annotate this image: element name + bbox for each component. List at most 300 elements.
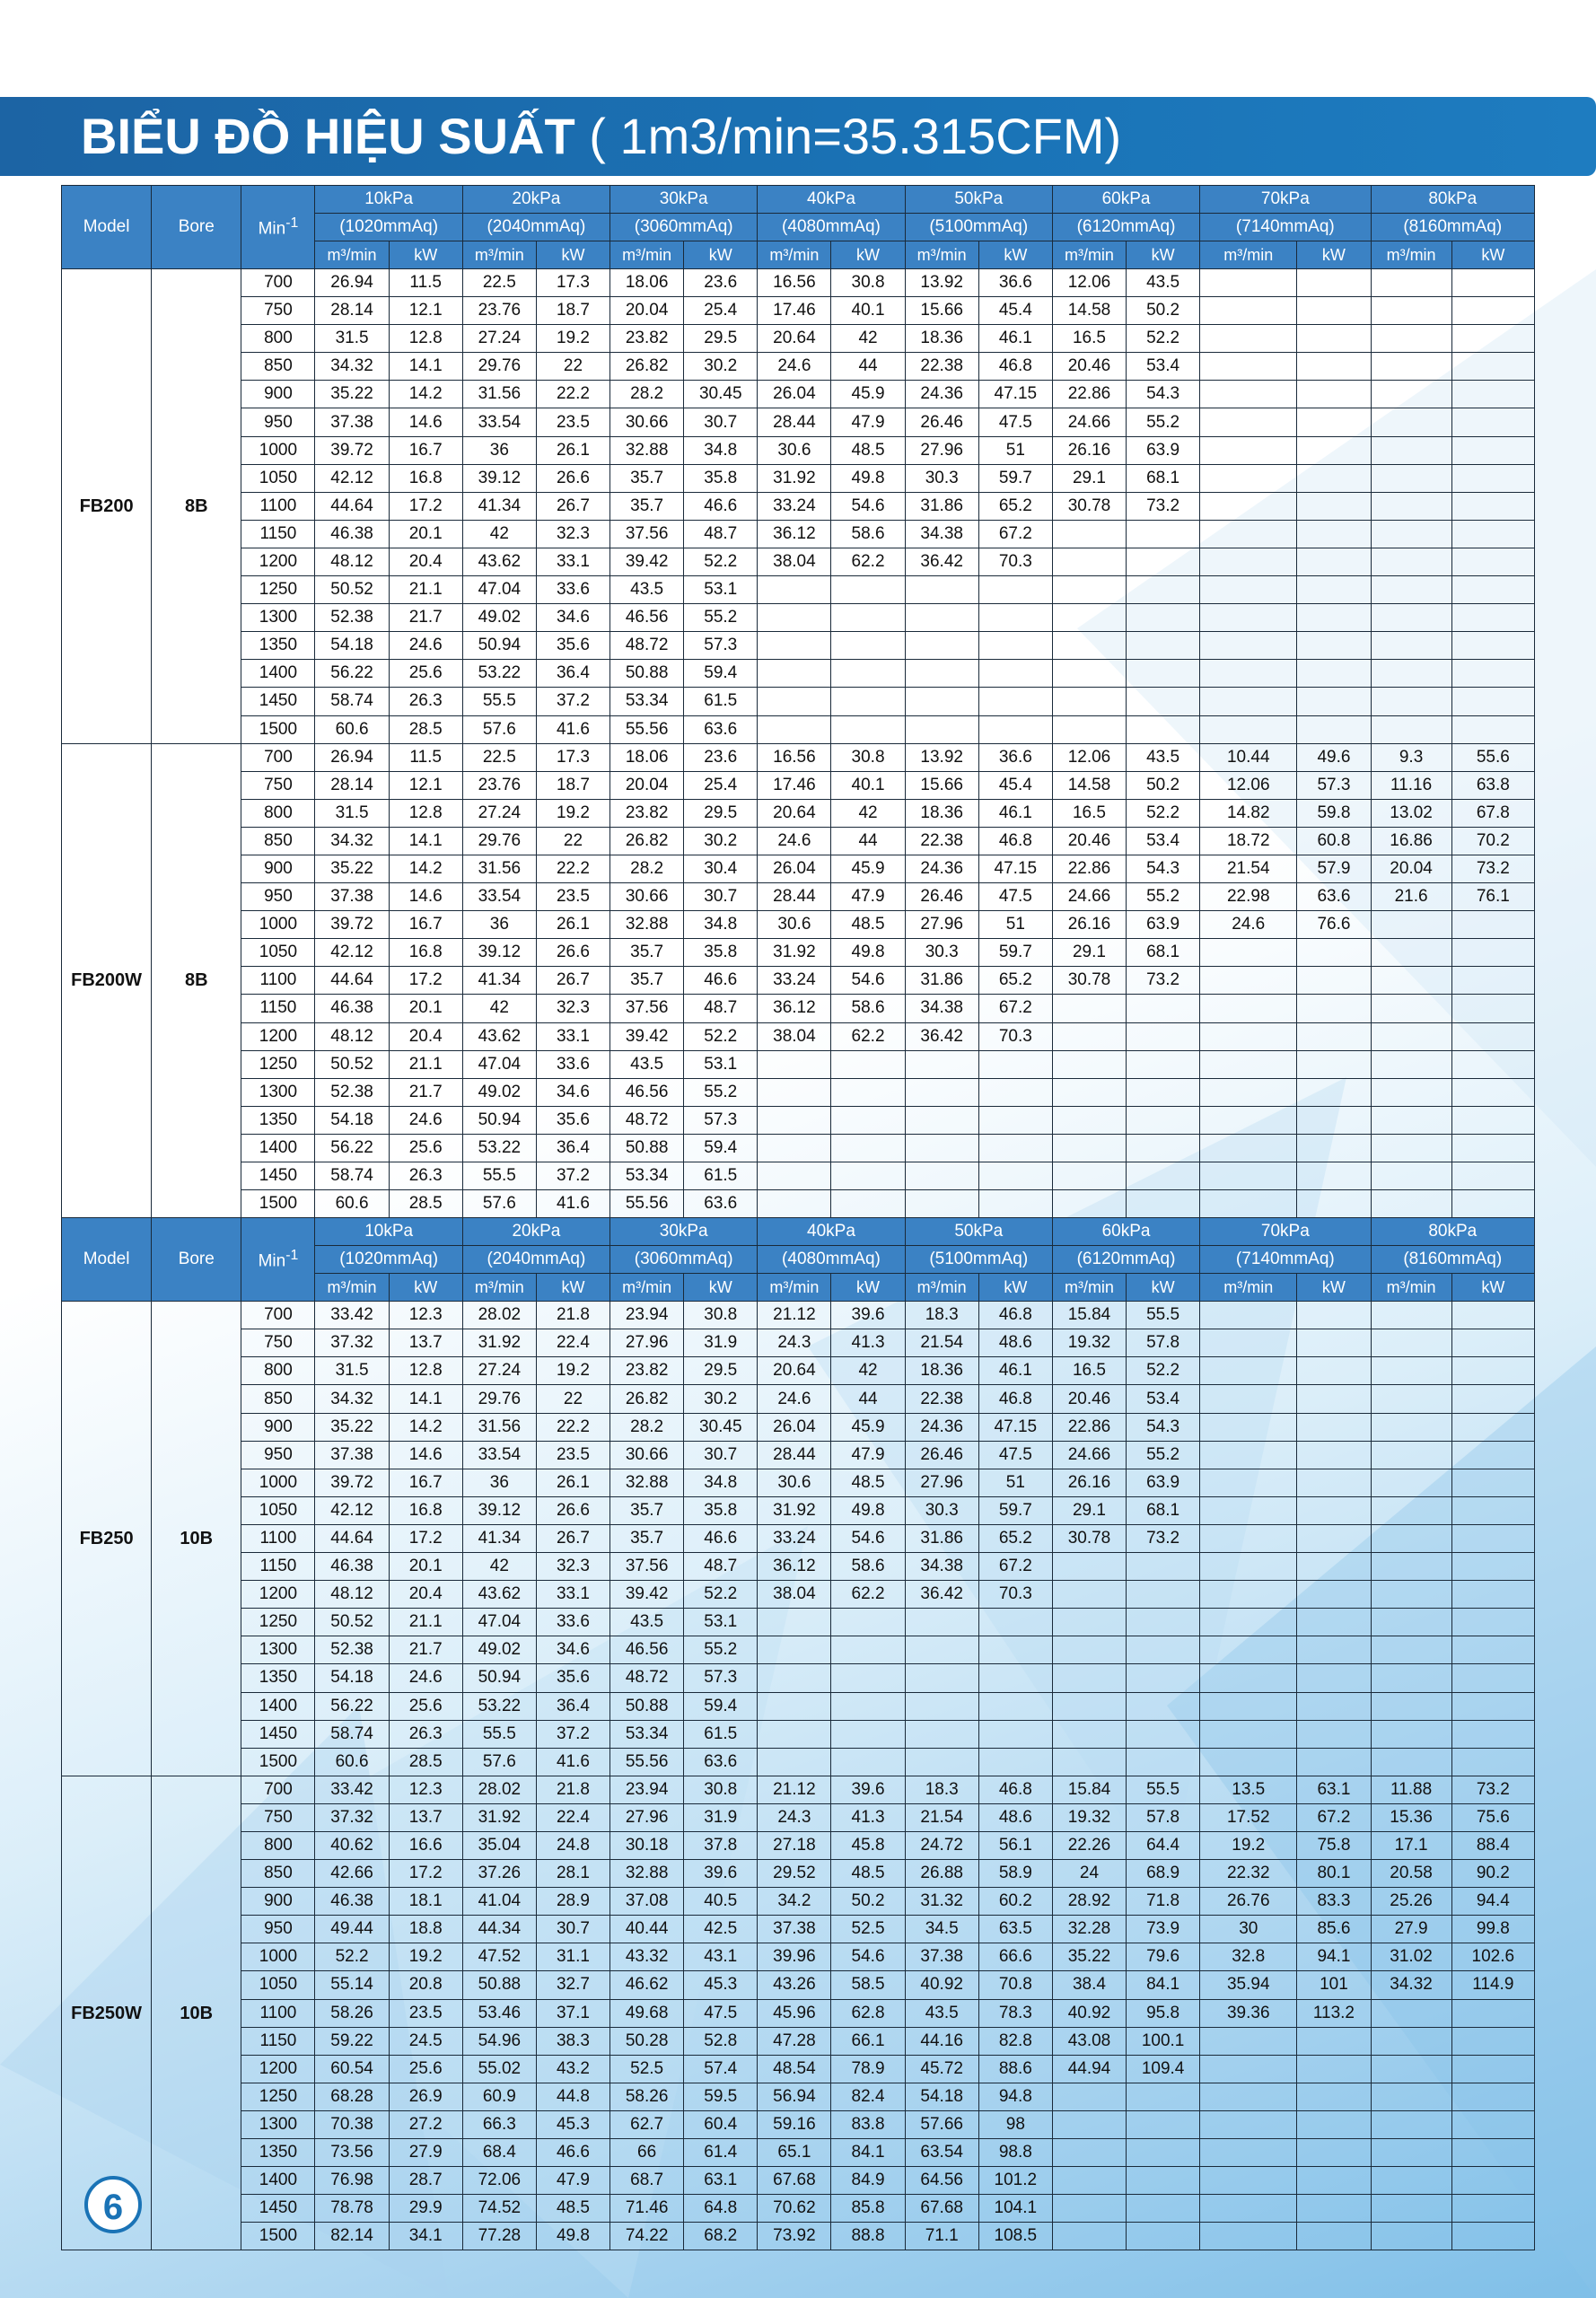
value-cell: 22.98: [1200, 883, 1297, 911]
value-cell: 16.6: [389, 1831, 462, 1859]
value-cell: 55.56: [610, 715, 684, 743]
value-cell: 21.54: [1200, 855, 1297, 882]
value-cell: 57.9: [1297, 855, 1371, 882]
value-cell: 29.1: [1052, 1496, 1126, 1524]
value-cell: [1200, 1553, 1297, 1581]
value-cell: [1371, 1050, 1451, 1078]
value-cell: 23.76: [462, 297, 536, 325]
value-cell: [1371, 911, 1451, 939]
value-cell: 28.14: [315, 771, 389, 799]
value-cell: [1371, 967, 1451, 995]
value-cell: 36: [462, 1469, 536, 1496]
value-cell: 11.5: [389, 269, 462, 297]
value-cell: 42.12: [315, 1496, 389, 1524]
model-cell: FB200W: [62, 743, 152, 1218]
value-cell: 30.45: [684, 381, 758, 408]
title-conversion: ( 1m3/min=35.315CFM): [589, 108, 1122, 164]
value-cell: 63.1: [1297, 1776, 1371, 1803]
value-cell: [1297, 353, 1371, 381]
value-cell: 55.14: [315, 1971, 389, 1999]
value-cell: 58.6: [831, 995, 905, 1022]
value-cell: [1371, 688, 1451, 715]
value-cell: 14.6: [389, 883, 462, 911]
value-cell: 41.3: [831, 1329, 905, 1357]
value-cell: 88.4: [1451, 1831, 1534, 1859]
value-cell: [1451, 1078, 1534, 1106]
value-cell: 30.7: [684, 408, 758, 436]
value-cell: [1451, 353, 1534, 381]
value-cell: 36.6: [978, 269, 1052, 297]
value-cell: 54.3: [1127, 1413, 1200, 1441]
value-cell: [1451, 325, 1534, 353]
value-cell: 43.2: [536, 2055, 609, 2083]
value-cell: 26.7: [536, 1524, 609, 1552]
value-cell: [831, 1664, 905, 1692]
value-cell: 59.4: [684, 1692, 758, 1720]
page-number: 6: [84, 2176, 142, 2233]
value-cell: 41.34: [462, 492, 536, 520]
value-cell: 33.54: [462, 1441, 536, 1469]
value-cell: 31.92: [758, 939, 831, 967]
value-cell: 73.2: [1451, 855, 1534, 882]
value-cell: 47.15: [978, 381, 1052, 408]
value-cell: 46.56: [610, 1078, 684, 1106]
value-cell: [1297, 381, 1371, 408]
value-cell: [1200, 576, 1297, 604]
power-unit-header: kW: [978, 1274, 1052, 1302]
value-cell: 72.06: [462, 2167, 536, 2195]
value-cell: 57.6: [462, 715, 536, 743]
value-cell: 45.9: [831, 855, 905, 882]
value-cell: 14.1: [389, 1385, 462, 1413]
value-cell: 52.2: [1127, 1357, 1200, 1385]
value-cell: [1297, 269, 1371, 297]
value-cell: 63.54: [905, 2139, 978, 2167]
value-cell: 29.5: [684, 1357, 758, 1385]
table-row: [62, 1999, 1535, 2027]
value-cell: [1297, 1385, 1371, 1413]
value-cell: 26.16: [1052, 1469, 1126, 1496]
value-cell: 48.5: [831, 1469, 905, 1496]
value-cell: 20.64: [758, 799, 831, 827]
mmaq-header: (1020mmAq): [315, 1246, 462, 1274]
value-cell: [1371, 2055, 1451, 2083]
value-cell: 17.3: [536, 269, 609, 297]
value-cell: 46.62: [610, 1971, 684, 1999]
value-cell: [1052, 576, 1126, 604]
value-cell: 60.6: [315, 1748, 389, 1776]
value-cell: 23.82: [610, 799, 684, 827]
value-cell: 30.78: [1052, 1524, 1126, 1552]
value-cell: 57.4: [684, 2055, 758, 2083]
value-cell: 62.7: [610, 2110, 684, 2138]
value-cell: 52.2: [684, 1022, 758, 1050]
value-cell: 76.98: [315, 2167, 389, 2195]
value-cell: 27.24: [462, 1357, 536, 1385]
value-cell: 50.94: [462, 1664, 536, 1692]
value-cell: [1052, 1022, 1126, 1050]
speed-cell: 800: [241, 1831, 315, 1859]
value-cell: 20.46: [1052, 1385, 1126, 1413]
value-cell: 46.6: [684, 1524, 758, 1552]
value-cell: 21.7: [389, 1078, 462, 1106]
value-cell: 34.32: [1371, 1971, 1451, 1999]
value-cell: 21.1: [389, 576, 462, 604]
value-cell: [1451, 520, 1534, 548]
value-cell: 40.92: [905, 1971, 978, 1999]
value-cell: 78.9: [831, 2055, 905, 2083]
value-cell: [1297, 1078, 1371, 1106]
value-cell: 37.08: [610, 1888, 684, 1916]
value-cell: [1200, 632, 1297, 660]
value-cell: 44: [831, 353, 905, 381]
value-cell: 27.18: [758, 1831, 831, 1859]
value-cell: [1127, 604, 1200, 632]
value-cell: [1127, 1664, 1200, 1692]
mmaq-header: (2040mmAq): [462, 214, 609, 241]
mmaq-header: (6120mmAq): [1052, 214, 1199, 241]
speed-header-exponent: -1: [285, 215, 299, 231]
value-cell: 42: [831, 1357, 905, 1385]
value-cell: 52.2: [1127, 325, 1200, 353]
table-row: [62, 1190, 1535, 1218]
value-cell: 26.3: [389, 1162, 462, 1190]
value-cell: [1200, 353, 1297, 381]
value-cell: 30.66: [610, 1441, 684, 1469]
value-cell: 35.7: [610, 1524, 684, 1552]
value-cell: 55.2: [684, 604, 758, 632]
flow-unit-header: m³/min: [758, 1274, 831, 1302]
speed-cell: 900: [241, 855, 315, 882]
table-row: [62, 2110, 1535, 2138]
value-cell: 29.1: [1052, 939, 1126, 967]
value-cell: 51: [978, 436, 1052, 464]
speed-cell: 1350: [241, 2139, 315, 2167]
value-cell: 26.82: [610, 353, 684, 381]
table-row: [62, 1022, 1535, 1050]
value-cell: 46.8: [978, 1776, 1052, 1803]
value-cell: [905, 1636, 978, 1664]
value-cell: [978, 1664, 1052, 1692]
value-cell: [1297, 1748, 1371, 1776]
value-cell: 55.56: [610, 1748, 684, 1776]
value-cell: 37.2: [536, 1162, 609, 1190]
speed-cell: 1050: [241, 939, 315, 967]
value-cell: [1200, 1413, 1297, 1441]
speed-cell: 700: [241, 1302, 315, 1329]
table-row: [62, 1581, 1535, 1609]
speed-cell: 900: [241, 1413, 315, 1441]
value-cell: 55.2: [1127, 408, 1200, 436]
value-cell: [1297, 660, 1371, 688]
value-cell: [1371, 1999, 1451, 2027]
value-cell: 55.2: [1127, 883, 1200, 911]
value-cell: 94.1: [1297, 1943, 1371, 1971]
value-cell: 35.94: [1200, 1971, 1297, 1999]
value-cell: [1371, 381, 1451, 408]
value-cell: 14.58: [1052, 297, 1126, 325]
table-row: [62, 632, 1535, 660]
table-row: [62, 520, 1535, 548]
speed-cell: 1150: [241, 995, 315, 1022]
table-row: [62, 576, 1535, 604]
value-cell: 49.02: [462, 604, 536, 632]
value-cell: 47.15: [978, 1413, 1052, 1441]
value-cell: 50.52: [315, 576, 389, 604]
speed-cell: 1100: [241, 492, 315, 520]
value-cell: [978, 1134, 1052, 1162]
value-cell: 52.38: [315, 1636, 389, 1664]
value-cell: 14.6: [389, 1441, 462, 1469]
value-cell: 37.38: [905, 1943, 978, 1971]
value-cell: [1371, 2223, 1451, 2250]
power-unit-header: kW: [536, 241, 609, 269]
value-cell: 39.72: [315, 436, 389, 464]
speed-cell: 1300: [241, 2110, 315, 2138]
model-header: Model: [62, 1218, 152, 1302]
value-cell: [1052, 2223, 1126, 2250]
value-cell: 37.38: [315, 1441, 389, 1469]
value-cell: [978, 1609, 1052, 1636]
value-cell: 85.8: [831, 2195, 905, 2223]
value-cell: 58.74: [315, 1162, 389, 1190]
value-cell: 55.56: [610, 1190, 684, 1218]
value-cell: 34.2: [758, 1888, 831, 1916]
value-cell: [1371, 269, 1451, 297]
value-cell: [1052, 1692, 1126, 1720]
table-row: [62, 1078, 1535, 1106]
value-cell: [1297, 492, 1371, 520]
value-cell: [1451, 576, 1534, 604]
value-cell: 23.94: [610, 1302, 684, 1329]
value-cell: 34.6: [536, 1078, 609, 1106]
table-row: [62, 1971, 1535, 1999]
value-cell: [1297, 1022, 1371, 1050]
value-cell: 47.04: [462, 576, 536, 604]
value-cell: 30.18: [610, 1831, 684, 1859]
value-cell: 31.92: [462, 1329, 536, 1357]
value-cell: 41.34: [462, 1524, 536, 1552]
value-cell: 30.2: [684, 353, 758, 381]
value-cell: 46.1: [978, 325, 1052, 353]
value-cell: 37.1: [536, 1999, 609, 2027]
value-cell: [1297, 1441, 1371, 1469]
value-cell: [1052, 2139, 1126, 2167]
power-unit-header: kW: [1127, 241, 1200, 269]
value-cell: 16.5: [1052, 1357, 1126, 1385]
table-row: [62, 1050, 1535, 1078]
value-cell: 52.5: [610, 2055, 684, 2083]
value-cell: 39.36: [1200, 1999, 1297, 2027]
value-cell: [758, 1106, 831, 1134]
value-cell: 47.9: [831, 408, 905, 436]
value-cell: 20.4: [389, 1022, 462, 1050]
table-row: [62, 1413, 1535, 1441]
value-cell: 25.4: [684, 771, 758, 799]
value-cell: 70.62: [758, 2195, 831, 2223]
pressure-header: 40kPa: [758, 1218, 905, 1246]
value-cell: 12.06: [1052, 743, 1126, 771]
value-cell: 59.4: [684, 1134, 758, 1162]
table-row: [62, 911, 1535, 939]
value-cell: [1052, 1609, 1126, 1636]
value-cell: 21.12: [758, 1302, 831, 1329]
value-cell: [1127, 576, 1200, 604]
value-cell: 30.7: [684, 1441, 758, 1469]
value-cell: 24.3: [758, 1329, 831, 1357]
value-cell: [1127, 1134, 1200, 1162]
table-row: [62, 883, 1535, 911]
performance-table: [61, 185, 1535, 2250]
value-cell: 56.22: [315, 660, 389, 688]
value-cell: 47.9: [536, 2167, 609, 2195]
value-cell: 32.88: [610, 436, 684, 464]
table-row: [62, 1496, 1535, 1524]
value-cell: 36.12: [758, 1553, 831, 1581]
speed-cell: 1100: [241, 967, 315, 995]
value-cell: 54.6: [831, 1524, 905, 1552]
value-cell: [1200, 1720, 1297, 1748]
value-cell: 14.82: [1200, 799, 1297, 827]
value-cell: [1297, 2195, 1371, 2223]
table-row: [62, 1524, 1535, 1552]
value-cell: 62.8: [831, 1999, 905, 2027]
value-cell: [1371, 1496, 1451, 1524]
value-cell: [831, 660, 905, 688]
value-cell: [1052, 1106, 1126, 1134]
value-cell: 40.1: [831, 771, 905, 799]
value-cell: [1451, 2139, 1534, 2167]
table-row: [62, 1636, 1535, 1664]
value-cell: 20.04: [610, 771, 684, 799]
value-cell: [1127, 1050, 1200, 1078]
value-cell: [1200, 1664, 1297, 1692]
value-cell: [1200, 1496, 1297, 1524]
value-cell: 60.2: [978, 1888, 1052, 1916]
table-row: [62, 464, 1535, 492]
table-row: [62, 1720, 1535, 1748]
value-cell: [1200, 715, 1297, 743]
value-cell: 38.3: [536, 2027, 609, 2055]
value-cell: 23.5: [536, 408, 609, 436]
value-cell: [1127, 1748, 1200, 1776]
value-cell: 102.6: [1451, 1943, 1534, 1971]
value-cell: 20.1: [389, 1553, 462, 1581]
value-cell: 100.1: [1127, 2027, 1200, 2055]
value-cell: [905, 1748, 978, 1776]
value-cell: [1451, 1692, 1534, 1720]
value-cell: [905, 715, 978, 743]
flow-unit-header: m³/min: [315, 241, 389, 269]
value-cell: 60.6: [315, 715, 389, 743]
value-cell: 43.5: [610, 1050, 684, 1078]
flow-unit-header: m³/min: [1052, 1274, 1126, 1302]
value-cell: 37.32: [315, 1329, 389, 1357]
value-cell: [1297, 1190, 1371, 1218]
value-cell: [1371, 1078, 1451, 1106]
value-cell: 74.22: [610, 2223, 684, 2250]
value-cell: 64.8: [684, 2195, 758, 2223]
value-cell: [1052, 604, 1126, 632]
value-cell: 42: [462, 520, 536, 548]
value-cell: [1297, 1162, 1371, 1190]
value-cell: 53.1: [684, 1609, 758, 1636]
value-cell: 28.92: [1052, 1888, 1126, 1916]
value-cell: 36.42: [905, 548, 978, 575]
value-cell: [1451, 688, 1534, 715]
speed-cell: 850: [241, 1385, 315, 1413]
speed-cell: 1450: [241, 688, 315, 715]
speed-header-label: Min: [258, 1251, 286, 1271]
value-cell: [1451, 1190, 1534, 1218]
value-cell: 15.66: [905, 297, 978, 325]
value-cell: 66: [610, 2139, 684, 2167]
value-cell: 40.5: [684, 1888, 758, 1916]
value-cell: 48.12: [315, 1581, 389, 1609]
table-row: [62, 1943, 1535, 1971]
value-cell: [1451, 1664, 1534, 1692]
value-cell: 30: [1200, 1916, 1297, 1943]
value-cell: [1297, 1413, 1371, 1441]
value-cell: [1297, 632, 1371, 660]
value-cell: 48.12: [315, 548, 389, 575]
value-cell: 66.3: [462, 2110, 536, 2138]
value-cell: 23.6: [684, 743, 758, 771]
value-cell: [1297, 1496, 1371, 1524]
value-cell: [1297, 939, 1371, 967]
value-cell: [831, 632, 905, 660]
value-cell: 27.24: [462, 799, 536, 827]
value-cell: [905, 1162, 978, 1190]
table-row: [62, 939, 1535, 967]
value-cell: [1052, 1664, 1126, 1692]
value-cell: 53.46: [462, 1999, 536, 2027]
value-cell: [1200, 1609, 1297, 1636]
table-row: [62, 715, 1535, 743]
value-cell: [831, 1162, 905, 1190]
value-cell: 62.2: [831, 548, 905, 575]
flow-unit-header: m³/min: [462, 241, 536, 269]
value-cell: 21.1: [389, 1609, 462, 1636]
value-cell: 63.6: [684, 1748, 758, 1776]
value-cell: 26.82: [610, 1385, 684, 1413]
model-cell: FB200: [62, 269, 152, 744]
value-cell: [1297, 1050, 1371, 1078]
value-cell: 58.6: [831, 520, 905, 548]
value-cell: 22.26: [1052, 1831, 1126, 1859]
value-cell: [758, 1720, 831, 1748]
value-cell: 15.66: [905, 771, 978, 799]
value-cell: [831, 1720, 905, 1748]
value-cell: [1200, 1162, 1297, 1190]
value-cell: 68.7: [610, 2167, 684, 2195]
value-cell: 22.32: [1200, 1860, 1297, 1888]
value-cell: 94.8: [978, 2083, 1052, 2110]
table-row: [62, 325, 1535, 353]
value-cell: [1451, 2027, 1534, 2055]
speed-cell: 950: [241, 1916, 315, 1943]
value-cell: 46.8: [978, 353, 1052, 381]
value-cell: 26.46: [905, 1441, 978, 1469]
value-cell: [905, 604, 978, 632]
table-row: [62, 1385, 1535, 1413]
mmaq-header: (3060mmAq): [610, 214, 758, 241]
value-cell: [1451, 1329, 1534, 1357]
value-cell: 26.1: [536, 911, 609, 939]
table-row: [62, 995, 1535, 1022]
value-cell: 39.6: [684, 1860, 758, 1888]
value-cell: 61.5: [684, 1720, 758, 1748]
